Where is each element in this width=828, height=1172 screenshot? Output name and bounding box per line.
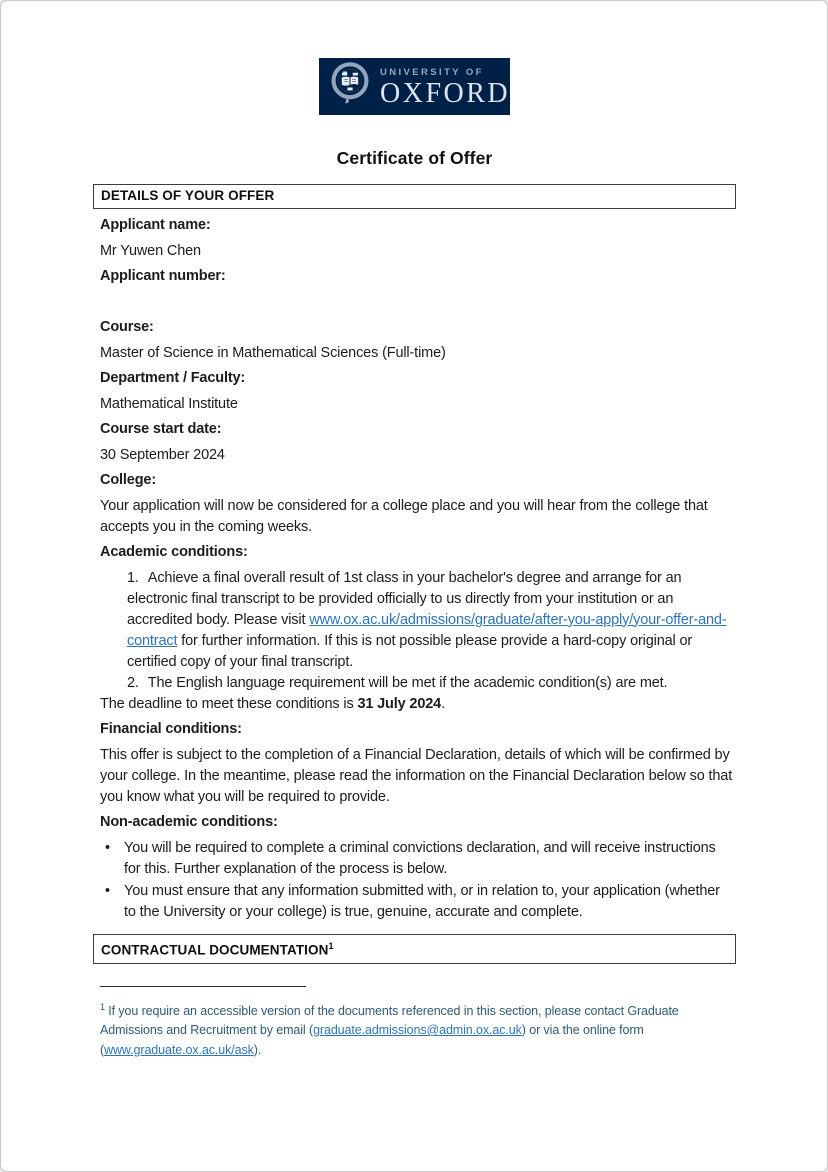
college-label: College: [100,472,156,488]
deadline-date: 31 July 2024 [357,695,442,712]
applicant-name-value: Mr Yuwen Chen [100,242,201,259]
academic-condition-1 [100,568,734,673]
footnote-marker: 1 [100,1001,105,1012]
non-academic-bullet-1 [100,838,734,880]
footnote-separator [100,986,306,987]
footnote-text-1: If you require an accessible version of the documents referenced in this section, please contact Graduate Admissions and Recruitment by email ( [100,1003,679,1038]
oxford-crest-icon [330,61,370,112]
oxford-logo [319,58,510,115]
offer-details-content [100,215,734,923]
footnote-text-2: ) or via the online form ( [100,1023,644,1057]
offer-and-contract-link[interactable]: www.ox.ac.uk/admissions/graduate/after-you-apply/your-offer-and-contract [127,611,727,649]
applicant-number-label: Applicant number: [100,268,226,284]
course-label: Course: [100,319,154,335]
applicant-number-blank-space [100,292,734,313]
financial-conditions-heading: Financial conditions: [100,721,242,737]
list-number-1: 1. [127,569,139,586]
applicant-name-label: Applicant name: [100,217,211,233]
logo-oxford-label: OXFORD [380,77,511,109]
academic-condition-1-text-after: for further information. If this is not possible please provide a hard-copy original or certified copy of your final transcript. [127,632,693,670]
academic-condition-1-text-before: Achieve a final overall result of 1st class in your bachelor's degree and arrange for an electronic final transcript to be provided officially to us directly from your institution or an accredited body. Please visit [127,569,682,628]
non-academic-bullet-2 [100,881,734,923]
start-date-label: Course start date: [100,421,222,437]
non-academic-bullet-2-text: You must ensure that any information submitted with, or in relation to, your application (whether to the University or your college) is true, genuine, accurate and complete. [124,883,720,920]
list-number-2: 2. [127,674,139,691]
logo-university-of-label: UNIVERSITY OF [380,66,484,78]
bullet-icon: • [105,839,110,856]
footnote-text-3: ). [253,1042,262,1057]
start-date-value: 30 September 2024 [100,446,225,463]
department-label: Department / Faculty: [100,370,246,386]
academic-conditions-heading: Academic conditions: [100,544,248,560]
footnote-reference-mark: 1 [328,941,334,951]
non-academic-conditions-heading: Non-academic conditions: [100,814,278,830]
deadline-text: The deadline to meet these conditions is [100,695,358,712]
academic-condition-2 [100,673,734,694]
details-section-header: DETAILS OF YOUR OFFER [93,184,736,209]
academic-conditions-list [100,568,734,694]
online-form-link[interactable]: www.graduate.ox.ac.uk/ask [104,1042,254,1057]
course-value: Master of Science in Mathematical Sciences (Full-time) [100,344,446,361]
non-academic-bullet-1-text: You will be required to complete a criminal convictions declaration, and will receive instructions for this. Further explanation of the process is below. [124,839,716,877]
contractual-header-text: CONTRACTUAL DOCUMENTATION [101,942,329,958]
page-title: Certificate of Offer [336,148,493,168]
college-text: Your application will now be considered for a college place and you will hear from the college that accepts you in the coming weeks. [100,497,708,535]
contractual-section-header [93,934,736,964]
bullet-icon: • [105,883,110,899]
deadline-period: . [441,695,445,712]
academic-condition-2-text: The English language requirement will be met if the academic condition(s) are met. [147,674,668,691]
deadline-statement [100,694,734,715]
footnote-text [100,998,734,1061]
department-value: Mathematical Institute [100,395,238,412]
oxford-logo-text [380,65,510,109]
financial-conditions-text: This offer is subject to the completion of a Financial Declaration, details of which will be confirmed by your college. In the meantime, please read the information on the Financial Declaration below so that you know what you will be required to provide. [100,746,733,805]
graduate-admissions-email-link[interactable]: graduate.admissions@admin.ox.ac.uk [313,1023,522,1038]
